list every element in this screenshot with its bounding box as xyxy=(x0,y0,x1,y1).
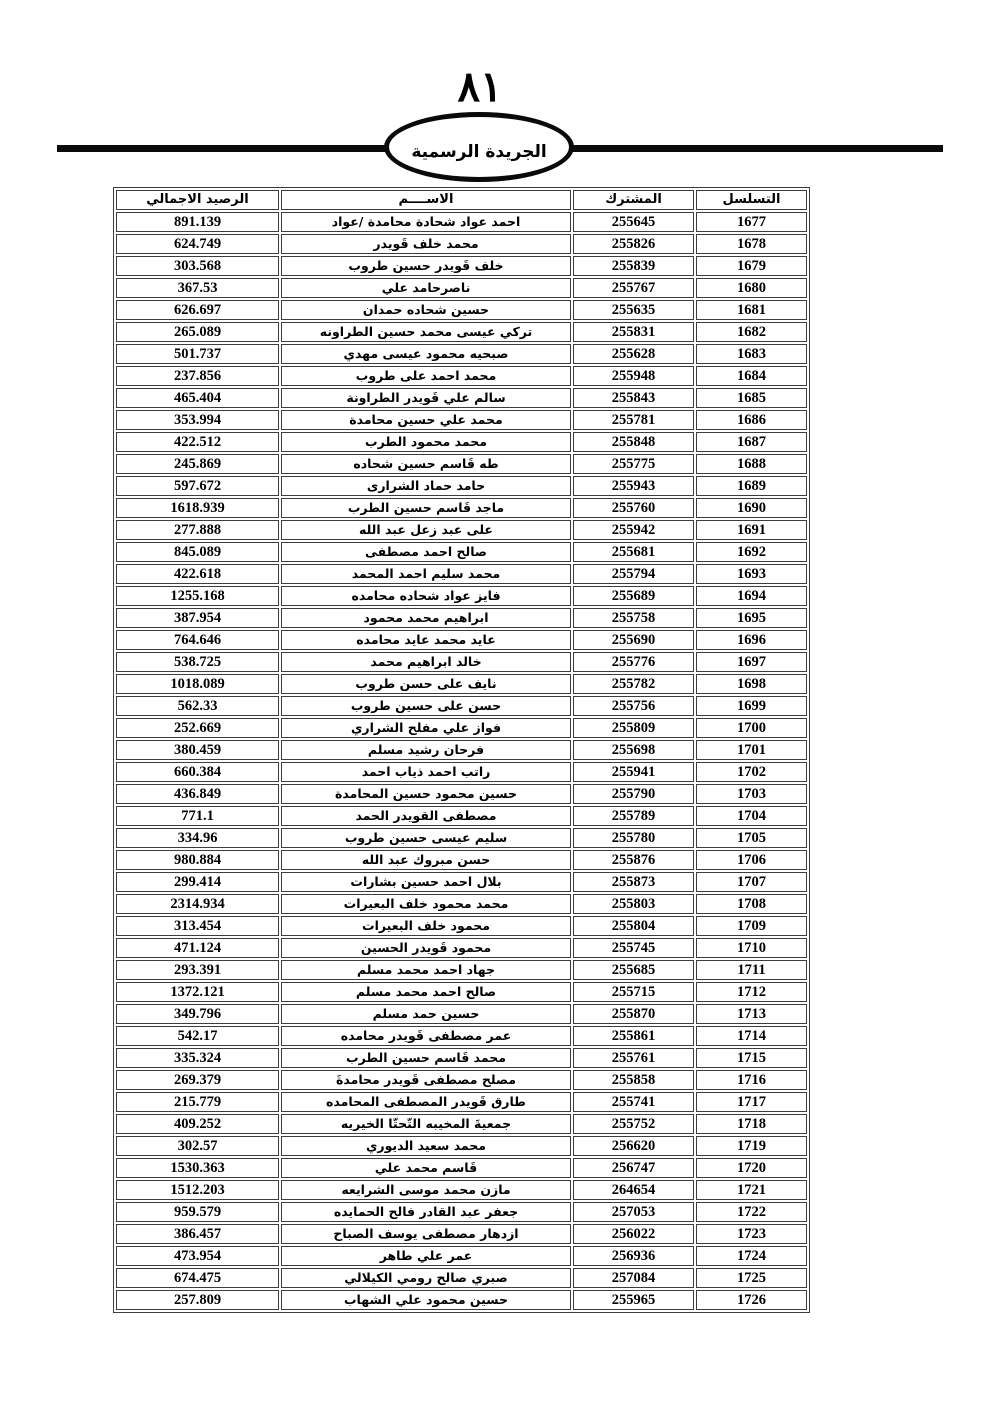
table-row xyxy=(116,806,807,826)
cell-balance: 660.384 xyxy=(116,762,279,782)
cell-subscriber: 264654 xyxy=(573,1180,694,1200)
cell-serial: 1684 xyxy=(696,366,807,386)
cell-balance: 422.618 xyxy=(116,564,279,584)
table-row xyxy=(116,1246,807,1266)
cell-name: قَاسم محمد علي xyxy=(281,1158,571,1178)
cell-name: ناصرحامد علي xyxy=(281,278,571,298)
cell-balance: 387.954 xyxy=(116,608,279,628)
table-row xyxy=(116,982,807,1002)
cell-name: سالم علي قَويدر الطراونة xyxy=(281,388,571,408)
cell-serial: 1718 xyxy=(696,1114,807,1134)
cell-balance: 293.391 xyxy=(116,960,279,980)
cell-serial: 1679 xyxy=(696,256,807,276)
cell-balance: 277.888 xyxy=(116,520,279,540)
table-row xyxy=(116,1180,807,1200)
cell-balance: 538.725 xyxy=(116,652,279,672)
cell-subscriber: 256747 xyxy=(573,1158,694,1178)
cell-serial: 1701 xyxy=(696,740,807,760)
table-row xyxy=(116,278,807,298)
cell-subscriber: 255943 xyxy=(573,476,694,496)
cell-balance: 626.697 xyxy=(116,300,279,320)
cell-name: حسين حمد مسلم xyxy=(281,1004,571,1024)
cell-serial: 1719 xyxy=(696,1136,807,1156)
header-name: الاســــم xyxy=(281,190,571,210)
table-row xyxy=(116,1026,807,1046)
cell-serial: 1680 xyxy=(696,278,807,298)
cell-serial: 1723 xyxy=(696,1224,807,1244)
cell-balance: 386.457 xyxy=(116,1224,279,1244)
cell-serial: 1725 xyxy=(696,1268,807,1288)
cell-serial: 1722 xyxy=(696,1202,807,1222)
cell-balance: 771.1 xyxy=(116,806,279,826)
cell-name: محمد سليم احمد المحمد xyxy=(281,564,571,584)
cell-name: محمود خلف البعيرات xyxy=(281,916,571,936)
header-balance: الرصيد الاجمالي xyxy=(116,190,279,210)
cell-serial: 1702 xyxy=(696,762,807,782)
table-row xyxy=(116,234,807,254)
cell-subscriber: 255715 xyxy=(573,982,694,1002)
cell-serial: 1721 xyxy=(696,1180,807,1200)
cell-balance: 891.139 xyxy=(116,212,279,232)
cell-balance: 269.379 xyxy=(116,1070,279,1090)
table-row xyxy=(116,960,807,980)
cell-name: ماجد قَاسم حسين الطرب xyxy=(281,498,571,518)
table-row xyxy=(116,1290,807,1310)
cell-balance: 1618.939 xyxy=(116,498,279,518)
cell-balance: 409.252 xyxy=(116,1114,279,1134)
gazette-banner-ellipse xyxy=(384,112,574,182)
cell-serial: 1677 xyxy=(696,212,807,232)
cell-name: صالح احمد محمد مسلم xyxy=(281,982,571,1002)
cell-balance: 349.796 xyxy=(116,1004,279,1024)
cell-subscriber: 255745 xyxy=(573,938,694,958)
cell-subscriber: 255628 xyxy=(573,344,694,364)
page-number: ٨١ xyxy=(457,62,503,111)
cell-name: حسن على حسين طروب xyxy=(281,696,571,716)
cell-serial: 1685 xyxy=(696,388,807,408)
cell-serial: 1710 xyxy=(696,938,807,958)
cell-subscriber: 255858 xyxy=(573,1070,694,1090)
cell-serial: 1707 xyxy=(696,872,807,892)
table-row xyxy=(116,300,807,320)
cell-balance: 335.324 xyxy=(116,1048,279,1068)
cell-subscriber: 255635 xyxy=(573,300,694,320)
cell-name: محمد سعيد الديوري xyxy=(281,1136,571,1156)
cell-balance: 465.404 xyxy=(116,388,279,408)
cell-balance: 1372.121 xyxy=(116,982,279,1002)
cell-subscriber: 255873 xyxy=(573,872,694,892)
cell-serial: 1695 xyxy=(696,608,807,628)
table-row xyxy=(116,410,807,430)
cell-balance: 380.459 xyxy=(116,740,279,760)
cell-serial: 1714 xyxy=(696,1026,807,1046)
cell-name: حامد حماد الشرارى xyxy=(281,476,571,496)
cell-name: صبري صالح رومي الكيلالي xyxy=(281,1268,571,1288)
cell-name: سليم عيسى حسين طروب xyxy=(281,828,571,848)
cell-subscriber: 255861 xyxy=(573,1026,694,1046)
cell-subscriber: 255870 xyxy=(573,1004,694,1024)
table-row xyxy=(116,1004,807,1024)
cell-subscriber: 255760 xyxy=(573,498,694,518)
table-row xyxy=(116,542,807,562)
cell-balance: 1018.089 xyxy=(116,674,279,694)
cell-subscriber: 255767 xyxy=(573,278,694,298)
cell-balance: 422.512 xyxy=(116,432,279,452)
cell-name: محمد خلف قَويدر xyxy=(281,234,571,254)
cell-subscriber: 255839 xyxy=(573,256,694,276)
cell-serial: 1713 xyxy=(696,1004,807,1024)
table-row xyxy=(116,872,807,892)
cell-subscriber: 256022 xyxy=(573,1224,694,1244)
cell-name: محمد قَاسم حسين الطرب xyxy=(281,1048,571,1068)
cell-name: جهاد احمد محمد مسلم xyxy=(281,960,571,980)
cell-balance: 334.96 xyxy=(116,828,279,848)
cell-subscriber: 255789 xyxy=(573,806,694,826)
cell-serial: 1678 xyxy=(696,234,807,254)
cell-subscriber: 255758 xyxy=(573,608,694,628)
table-row xyxy=(116,938,807,958)
table-row xyxy=(116,388,807,408)
cell-balance: 1255.168 xyxy=(116,586,279,606)
cell-serial: 1703 xyxy=(696,784,807,804)
cell-serial: 1694 xyxy=(696,586,807,606)
cell-name: محمد احمد على طروب xyxy=(281,366,571,386)
table-row xyxy=(116,564,807,584)
cell-name: فواز علي مفلح الشراري xyxy=(281,718,571,738)
cell-subscriber: 255843 xyxy=(573,388,694,408)
cell-balance: 303.568 xyxy=(116,256,279,276)
gazette-banner-title: الجريدة الرسمية xyxy=(411,142,547,162)
cell-name: تركي عيسى محمد حسين الطراونه xyxy=(281,322,571,342)
cell-name: صبحيه محمود عيسى مهدي xyxy=(281,344,571,364)
cell-name: حسين محمود علي الشهاب xyxy=(281,1290,571,1310)
cell-subscriber: 255681 xyxy=(573,542,694,562)
cell-serial: 1697 xyxy=(696,652,807,672)
cell-subscriber: 255780 xyxy=(573,828,694,848)
cell-subscriber: 255685 xyxy=(573,960,694,980)
cell-serial: 1683 xyxy=(696,344,807,364)
cell-balance: 597.672 xyxy=(116,476,279,496)
table-row xyxy=(116,718,807,738)
cell-balance: 353.994 xyxy=(116,410,279,430)
cell-subscriber: 255942 xyxy=(573,520,694,540)
cell-balance: 1530.363 xyxy=(116,1158,279,1178)
cell-name: عمر مصطفى قَويدر محامده xyxy=(281,1026,571,1046)
cell-balance: 245.869 xyxy=(116,454,279,474)
cell-balance: 959.579 xyxy=(116,1202,279,1222)
cell-balance: 237.856 xyxy=(116,366,279,386)
cell-name: محمد محمود الطرب xyxy=(281,432,571,452)
cell-subscriber: 255826 xyxy=(573,234,694,254)
cell-serial: 1716 xyxy=(696,1070,807,1090)
cell-name: ازدهار مصطفى يوسف الصباح xyxy=(281,1224,571,1244)
table-row xyxy=(116,212,807,232)
table-row xyxy=(116,916,807,936)
cell-name: مصلح مصطفى قَويدر محامدةَ xyxy=(281,1070,571,1090)
cell-name: طارق قَويدر المصطفى المحامده xyxy=(281,1092,571,1112)
cell-balance: 674.475 xyxy=(116,1268,279,1288)
cell-name: خلف قَويدر حسين طروب xyxy=(281,256,571,276)
table-row xyxy=(116,674,807,694)
cell-name: حسن مبروك عبد الله xyxy=(281,850,571,870)
table-row xyxy=(116,740,807,760)
cell-balance: 624.749 xyxy=(116,234,279,254)
cell-subscriber: 255804 xyxy=(573,916,694,936)
cell-balance: 313.454 xyxy=(116,916,279,936)
cell-subscriber: 255782 xyxy=(573,674,694,694)
table-row xyxy=(116,586,807,606)
cell-subscriber: 255876 xyxy=(573,850,694,870)
cell-subscriber: 255941 xyxy=(573,762,694,782)
cell-name: فرحان رشيد مسلم xyxy=(281,740,571,760)
table-row xyxy=(116,762,807,782)
table-row xyxy=(116,784,807,804)
cell-subscriber: 256936 xyxy=(573,1246,694,1266)
cell-subscriber: 257084 xyxy=(573,1268,694,1288)
table-row xyxy=(116,894,807,914)
cell-subscriber: 255803 xyxy=(573,894,694,914)
cell-serial: 1715 xyxy=(696,1048,807,1068)
cell-balance: 980.884 xyxy=(116,850,279,870)
cell-subscriber: 256620 xyxy=(573,1136,694,1156)
cell-balance: 215.779 xyxy=(116,1092,279,1112)
cell-serial: 1705 xyxy=(696,828,807,848)
cell-serial: 1706 xyxy=(696,850,807,870)
cell-subscriber: 255831 xyxy=(573,322,694,342)
cell-balance: 257.809 xyxy=(116,1290,279,1310)
cell-name: حسين شحاده حمدان xyxy=(281,300,571,320)
cell-serial: 1709 xyxy=(696,916,807,936)
cell-name: مصطفى القويدر الحمد xyxy=(281,806,571,826)
cell-subscriber: 255690 xyxy=(573,630,694,650)
table-row xyxy=(116,1158,807,1178)
cell-subscriber: 255775 xyxy=(573,454,694,474)
cell-serial: 1688 xyxy=(696,454,807,474)
table-row xyxy=(116,432,807,452)
cell-subscriber: 255965 xyxy=(573,1290,694,1310)
cell-balance: 252.669 xyxy=(116,718,279,738)
cell-subscriber: 255752 xyxy=(573,1114,694,1134)
cell-name: فايز عواد شحاده محامده xyxy=(281,586,571,606)
cell-balance: 471.124 xyxy=(116,938,279,958)
cell-serial: 1691 xyxy=(696,520,807,540)
cell-serial: 1696 xyxy=(696,630,807,650)
table-row xyxy=(116,322,807,342)
cell-balance: 764.646 xyxy=(116,630,279,650)
cell-serial: 1711 xyxy=(696,960,807,980)
cell-balance: 1512.203 xyxy=(116,1180,279,1200)
cell-balance: 542.17 xyxy=(116,1026,279,1046)
cell-serial: 1682 xyxy=(696,322,807,342)
cell-name: راتب احمد ذياب احمد xyxy=(281,762,571,782)
cell-serial: 1681 xyxy=(696,300,807,320)
cell-balance: 473.954 xyxy=(116,1246,279,1266)
cell-subscriber: 255794 xyxy=(573,564,694,584)
table-row xyxy=(116,366,807,386)
cell-name: صالح احمد مصطفى xyxy=(281,542,571,562)
cell-serial: 1693 xyxy=(696,564,807,584)
cell-serial: 1686 xyxy=(696,410,807,430)
cell-balance: 845.089 xyxy=(116,542,279,562)
cell-name: طه قَاسم حسين شحاده xyxy=(281,454,571,474)
cell-serial: 1699 xyxy=(696,696,807,716)
cell-serial: 1717 xyxy=(696,1092,807,1112)
cell-balance: 436.849 xyxy=(116,784,279,804)
subscribers-table xyxy=(113,187,810,1313)
cell-serial: 1698 xyxy=(696,674,807,694)
cell-serial: 1687 xyxy=(696,432,807,452)
table-row xyxy=(116,1136,807,1156)
table-row xyxy=(116,1070,807,1090)
table-row xyxy=(116,520,807,540)
cell-serial: 1724 xyxy=(696,1246,807,1266)
cell-balance: 501.737 xyxy=(116,344,279,364)
table-row xyxy=(116,608,807,628)
cell-name: عايد محمد عايد محامده xyxy=(281,630,571,650)
table-row xyxy=(116,1114,807,1134)
cell-balance: 265.089 xyxy=(116,322,279,342)
cell-serial: 1689 xyxy=(696,476,807,496)
cell-serial: 1690 xyxy=(696,498,807,518)
cell-balance: 562.33 xyxy=(116,696,279,716)
table-row xyxy=(116,1224,807,1244)
cell-name: ابراهيم محمد محمود xyxy=(281,608,571,628)
cell-subscriber: 255689 xyxy=(573,586,694,606)
cell-subscriber: 257053 xyxy=(573,1202,694,1222)
cell-name: جمعيةَ المخيبه التّحتّا الخيريه xyxy=(281,1114,571,1134)
cell-name: على عبد زعل عبد الله xyxy=(281,520,571,540)
cell-serial: 1720 xyxy=(696,1158,807,1178)
cell-name: جعفر عبد القادر فالح الحمايده xyxy=(281,1202,571,1222)
cell-subscriber: 255776 xyxy=(573,652,694,672)
table-row xyxy=(116,476,807,496)
table-row xyxy=(116,256,807,276)
cell-serial: 1712 xyxy=(696,982,807,1002)
cell-subscriber: 255645 xyxy=(573,212,694,232)
cell-name: محمود قَويدر الحسين xyxy=(281,938,571,958)
cell-name: خالد ابراهيم محمد xyxy=(281,652,571,672)
table-row xyxy=(116,828,807,848)
cell-subscriber: 255848 xyxy=(573,432,694,452)
cell-name: محمد محمود خلف البعيرات xyxy=(281,894,571,914)
cell-balance: 299.414 xyxy=(116,872,279,892)
cell-name: مازن محمد موسى الشرايعه xyxy=(281,1180,571,1200)
cell-subscriber: 255756 xyxy=(573,696,694,716)
cell-name: عمر علي طاهر xyxy=(281,1246,571,1266)
table-row xyxy=(116,1202,807,1222)
cell-name: حسين محمود حسين المحامدة xyxy=(281,784,571,804)
cell-subscriber: 255781 xyxy=(573,410,694,430)
cell-balance: 2314.934 xyxy=(116,894,279,914)
header-subscriber: المشترك xyxy=(573,190,694,210)
cell-balance: 367.53 xyxy=(116,278,279,298)
cell-serial: 1704 xyxy=(696,806,807,826)
cell-subscriber: 255698 xyxy=(573,740,694,760)
table-row xyxy=(116,630,807,650)
cell-subscriber: 255809 xyxy=(573,718,694,738)
table-row xyxy=(116,652,807,672)
cell-serial: 1708 xyxy=(696,894,807,914)
cell-name: بلال احمد حسين بشارات xyxy=(281,872,571,892)
table-row xyxy=(116,454,807,474)
cell-name: احمد عواد شحادة محامدة /عواد xyxy=(281,212,571,232)
table-row xyxy=(116,1268,807,1288)
table-row xyxy=(116,1092,807,1112)
cell-name: محمد علي حسين محامدة xyxy=(281,410,571,430)
cell-subscriber: 255741 xyxy=(573,1092,694,1112)
cell-name: نايف على حسن طروب xyxy=(281,674,571,694)
cell-serial: 1692 xyxy=(696,542,807,562)
cell-subscriber: 255790 xyxy=(573,784,694,804)
table-body xyxy=(116,212,807,1310)
table-row xyxy=(116,344,807,364)
table-header-row xyxy=(116,190,807,210)
table-row xyxy=(116,498,807,518)
cell-serial: 1726 xyxy=(696,1290,807,1310)
header-serial: التسلسل xyxy=(696,190,807,210)
cell-subscriber: 255948 xyxy=(573,366,694,386)
cell-balance: 302.57 xyxy=(116,1136,279,1156)
table-row xyxy=(116,850,807,870)
cell-serial: 1700 xyxy=(696,718,807,738)
cell-subscriber: 255761 xyxy=(573,1048,694,1068)
table-row xyxy=(116,696,807,716)
table-row xyxy=(116,1048,807,1068)
